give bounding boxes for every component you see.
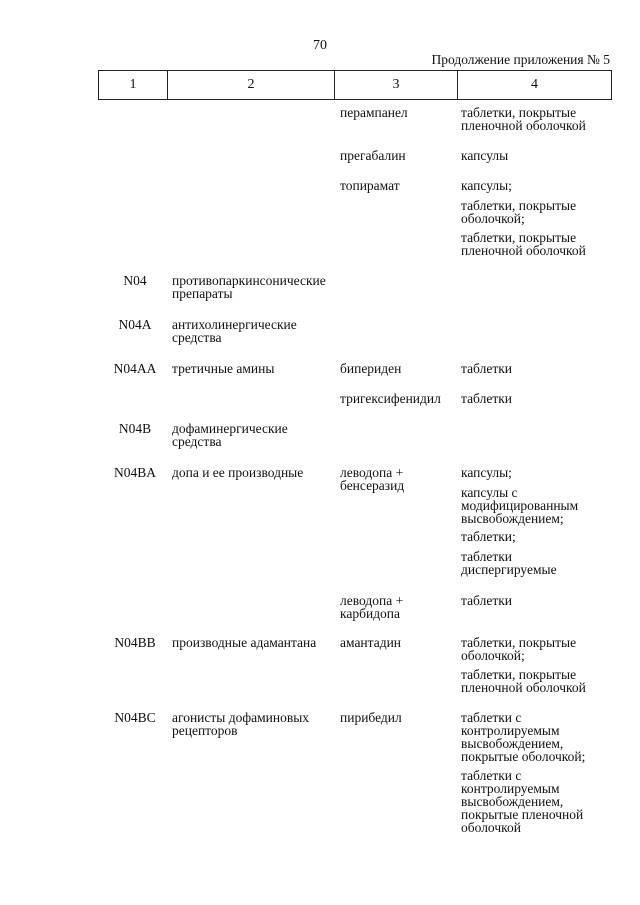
- drug-name: пирибедил: [340, 710, 402, 725]
- atc-code: N04BA: [113, 465, 156, 480]
- group-name: допа и ее производные: [172, 465, 304, 480]
- drug-name: леводопа + бенсеразид: [340, 465, 405, 493]
- column-header-2: 2: [168, 71, 335, 100]
- column-header-4: 4: [458, 71, 612, 100]
- dosage-form: таблетки: [461, 593, 513, 608]
- drug-name: прегабалин: [340, 148, 406, 163]
- column-header-1: 1: [99, 71, 168, 100]
- atc-code: N04BC: [114, 710, 156, 725]
- dosage-form: таблетки диспергируемые: [461, 549, 557, 577]
- group-name: противопаркинсонические препараты: [172, 273, 326, 301]
- column-header-3: 3: [335, 71, 458, 100]
- group-name: дофаминергические средства: [172, 421, 288, 449]
- drug-name: перампанел: [340, 105, 408, 120]
- dosage-form: таблетки, покрытые пленочной оболочкой: [461, 667, 586, 695]
- page-number: 70: [313, 38, 327, 53]
- atc-code: N04AA: [113, 361, 157, 376]
- dosage-form: капсулы;: [461, 178, 512, 193]
- dosage-form: капсулы с модифицированным высвобождением;: [461, 485, 579, 526]
- atc-code: N04: [123, 273, 147, 288]
- drug-name: бипериден: [340, 361, 402, 376]
- dosage-form: таблетки, покрытые оболочкой;: [461, 635, 577, 663]
- atc-code: N04A: [118, 317, 152, 332]
- atc-code: N04B: [118, 421, 152, 436]
- dosage-form: таблетки: [461, 391, 513, 406]
- dosage-form: таблетки, покрытые оболочкой;: [461, 198, 577, 226]
- drug-name: леводопа + карбидопа: [340, 593, 404, 621]
- dosage-form: капсулы: [461, 148, 509, 163]
- group-name: антихолинергические средства: [172, 317, 297, 345]
- dosage-form: таблетки;: [461, 529, 516, 544]
- column-header-table: [98, 70, 612, 100]
- dosage-form: таблетки: [461, 361, 513, 376]
- atc-code: N04BB: [114, 635, 156, 650]
- dosage-form: таблетки с контролируемым высвобождением, покрытые пленочной оболочкой: [461, 768, 584, 835]
- dosage-form: таблетки, покрытые пленочной оболочкой: [461, 230, 586, 258]
- dosage-form: таблетки с контролируемым высвобождением, покрытые оболочкой;: [461, 710, 586, 764]
- drug-name: топирамат: [340, 178, 400, 193]
- group-name: агонисты дофаминовых рецепторов: [172, 710, 310, 738]
- group-name: третичные амины: [172, 361, 275, 376]
- dosage-form: таблетки, покрытые пленочной оболочкой: [461, 105, 586, 133]
- drug-name: тригексифенидил: [340, 391, 441, 406]
- drug-name: амантадин: [340, 635, 402, 650]
- group-name: производные адамантана: [172, 635, 317, 650]
- dosage-form: капсулы;: [461, 465, 512, 480]
- continuation-note: Продолжение приложения № 5: [431, 52, 610, 67]
